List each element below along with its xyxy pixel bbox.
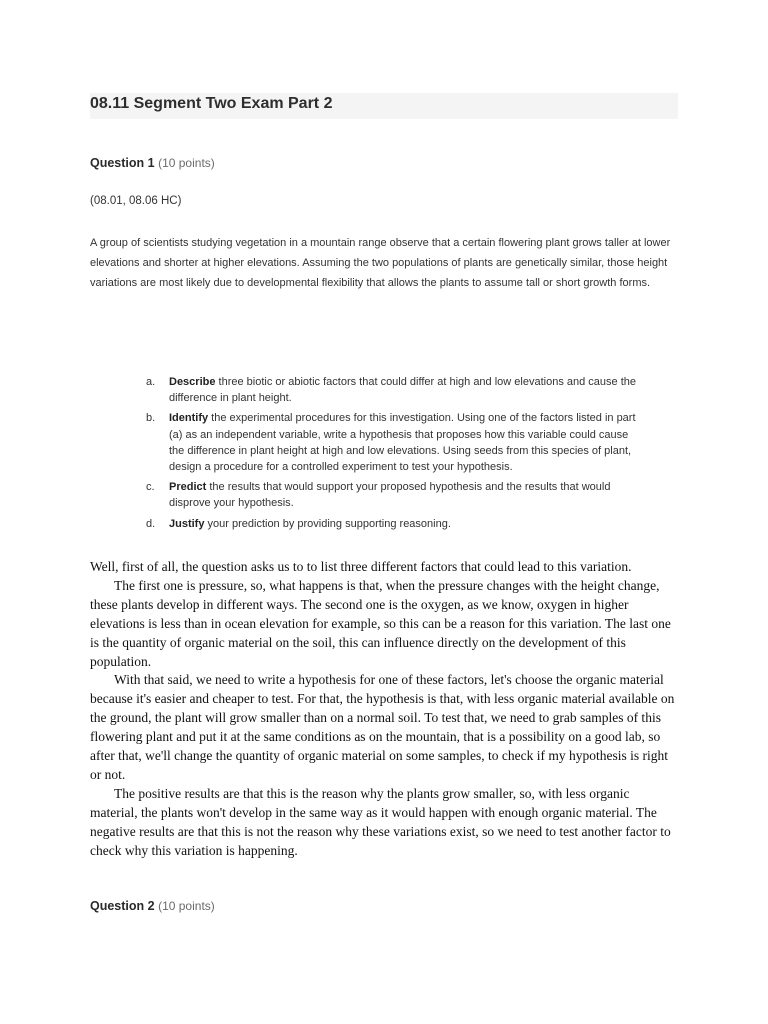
part-a-body: three biotic or abiotic factors that could differ at high and low elevations and cause the difference in plant height.: [169, 376, 636, 405]
part-a-verb: Describe: [169, 376, 216, 388]
answer-paragraph-3: With that said, we need to write a hypothesis for one of these factors, let's choose the organic material because it's easier and cheaper to test. For that, the hypothesis is that, with less organic material available on the ground, the plant will grow smaller than on a normal soil. To test that, we need to grab samples of this flowering plant and put it at the same conditions as on the mountain, that is a possibility on a good lab, so after that, we'll change the quantity of organic material on some samples, to check if my hypothesis is right or not.: [90, 672, 675, 782]
part-b-body: the experimental procedures for this investigation. Using one of the factors listed in part (a) as an independent variable, write a hypothesis that proposes how this variable could cause the difference in plant height at high and low elevations. Using seeds from this species of plant, design a procedure for a controlled experiment to test your hypothesis.: [169, 412, 636, 474]
part-b-verb: Identify: [169, 412, 209, 425]
question-2-header: [90, 899, 215, 913]
answer-paragraph-2: The first one is pressure, so, what happens is that, when the pressure changes with the height change, these plants develop in different ways. The second one is the oxygen, as we know, oxygen in higher elevations is less than in ocean elevation for example, so this can be a reason for this variation. The last one is the quantity of organic material on the soil, this can influence directly on the development of this population.: [90, 577, 671, 669]
question-1-standards: (08.01, 08.06 HC): [90, 195, 182, 207]
part-b: [146, 410, 646, 475]
part-d-body: your prediction by providing supporting reasoning.: [204, 517, 451, 530]
part-b-letter: b.: [146, 412, 156, 425]
question-1-header: [90, 156, 215, 170]
student-answer: [90, 558, 680, 861]
part-d-letter: d.: [146, 517, 156, 530]
question-1-points: (10 points): [158, 156, 215, 170]
question-1-prompt: A group of scientists studying vegetation in a mountain range observe that a certain flowering plant grows taller at lower elevations and shorter at higher elevations. Assuming the two populations of plants are genetically similar, those height variations are most likely due to developmental flexibility that allows the plants to assume tall or short growth forms.: [90, 237, 671, 289]
part-c-text: [169, 479, 639, 511]
question-1-label: Question 1: [90, 156, 155, 170]
part-a-text: [169, 374, 639, 406]
part-c: [146, 479, 646, 511]
part-d-verb: Justify: [169, 517, 205, 530]
part-a: [146, 374, 646, 406]
page-title: 08.11 Segment Two Exam Part 2: [90, 95, 333, 112]
part-c-verb: Predict: [169, 481, 207, 494]
part-c-body: the results that would support your proposed hypothesis and the results that would disprove your hypothesis.: [169, 481, 611, 510]
part-c-letter: c.: [146, 481, 155, 494]
question-2-points: (10 points): [158, 899, 215, 913]
part-b-text: [169, 410, 639, 475]
part-d: [146, 516, 646, 532]
answer-paragraph-1: Well, first of all, the question asks us to to list three different factors that could lead to this variation.: [90, 559, 632, 574]
answer-paragraph-4: The positive results are that this is the reason why the plants grow smaller, so, with less organic material, the plants won't develop in the same way as it would happen with enough organic material. The negative results are that this is not the reason why these variations exist, so we need to test another factor to check why this variation is happening.: [90, 785, 671, 858]
title-bar: [90, 93, 678, 119]
part-a-letter: a.: [146, 376, 156, 388]
question-1-parts: [146, 374, 646, 532]
question-2-label: Question 2: [90, 899, 155, 913]
part-d-text: [169, 516, 639, 532]
